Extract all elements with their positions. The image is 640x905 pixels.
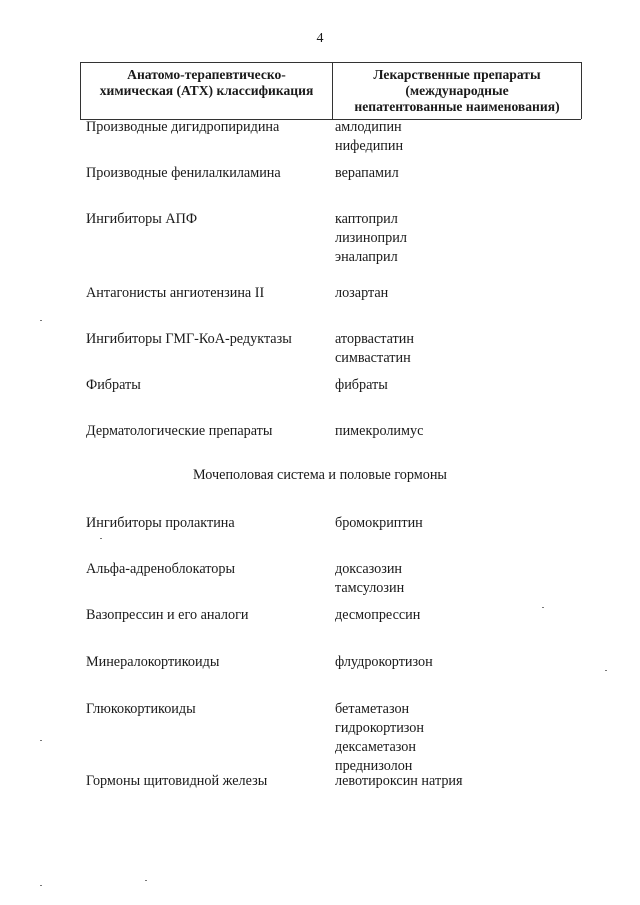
drug-name: каптоприл	[335, 211, 398, 227]
drug-name: дексаметазон	[335, 739, 416, 755]
row-drugs	[335, 422, 575, 441]
drug-name: нифедипин	[335, 138, 404, 154]
scan-speck	[100, 538, 102, 539]
row-drugs	[335, 514, 575, 533]
header-drugs-line: непатентованные наименования)	[354, 99, 560, 114]
header-drugs-line: (международные	[405, 83, 509, 98]
row-drugs	[335, 376, 575, 395]
scan-speck	[542, 607, 544, 608]
row-classification: Ингибиторы АПФ	[86, 211, 198, 227]
drug-name: лозартан	[335, 285, 389, 301]
row-classification: Дерматологические препараты	[86, 423, 273, 439]
row-classification: Глюкокортикоиды	[86, 701, 196, 717]
row-drugs	[335, 560, 575, 598]
row-drugs	[335, 606, 575, 625]
drug-name: тамсулозин	[335, 580, 405, 596]
drug-name: гидрокортизон	[335, 720, 424, 736]
row-classification: Вазопрессин и его аналоги	[86, 607, 249, 623]
row-classification: Фибраты	[86, 377, 141, 393]
drug-name: десмопрессин	[335, 607, 421, 623]
scan-speck	[605, 670, 607, 671]
row-drugs	[335, 210, 575, 267]
row-drugs	[335, 653, 575, 672]
drug-name: флудрокортизон	[335, 654, 433, 670]
table-header	[80, 62, 581, 120]
section-title: Мочеполовая система и половые гормоны	[193, 467, 447, 483]
scan-speck	[145, 880, 147, 881]
row-drugs	[335, 164, 575, 183]
drug-name: симвастатин	[335, 350, 411, 366]
page-number: 4	[316, 31, 324, 46]
row-classification: Антагонисты ангиотензина II	[86, 285, 265, 301]
header-drugs-line: Лекарственные препараты	[373, 67, 541, 82]
row-classification: Гормоны щитовидной железы	[86, 773, 268, 789]
row-classification: Производные дигидропиридина	[86, 119, 280, 135]
scan-speck	[40, 740, 42, 741]
drug-name: пимекролимус	[335, 423, 424, 439]
row-classification: Ингибиторы пролактина	[86, 515, 235, 531]
row-classification: Производные фенилалкиламина	[86, 165, 281, 181]
drug-name: аторвастатин	[335, 331, 414, 347]
drug-name: левотироксин натрия	[335, 773, 463, 789]
row-drugs	[335, 772, 575, 791]
row-classification: Альфа-адреноблокаторы	[86, 561, 235, 577]
header-classification	[81, 63, 333, 119]
drug-name: амлодипин	[335, 119, 402, 135]
row-classification: Ингибиторы ГМГ-КоА-редуктазы	[86, 331, 292, 347]
drug-name: верапамил	[335, 165, 399, 181]
row-drugs	[335, 118, 575, 156]
scan-speck	[40, 320, 42, 321]
drug-name: бромокриптин	[335, 515, 423, 531]
drug-name: лизиноприл	[335, 230, 407, 246]
drug-name: преднизолон	[335, 758, 413, 774]
header-drugs	[333, 63, 581, 119]
row-drugs	[335, 284, 575, 303]
row-classification: Минералокортикоиды	[86, 654, 220, 670]
drug-name: эналаприл	[335, 249, 398, 265]
drug-name: фибраты	[335, 377, 388, 393]
header-classification-line: Анатомо-терапевтическо-	[127, 67, 286, 82]
row-drugs	[335, 330, 575, 368]
header-classification-line: химическая (АТХ) классификация	[99, 83, 314, 98]
scan-speck	[40, 885, 42, 886]
row-drugs	[335, 700, 575, 776]
drug-name: доксазозин	[335, 561, 403, 577]
drug-name: бетаметазон	[335, 701, 410, 717]
